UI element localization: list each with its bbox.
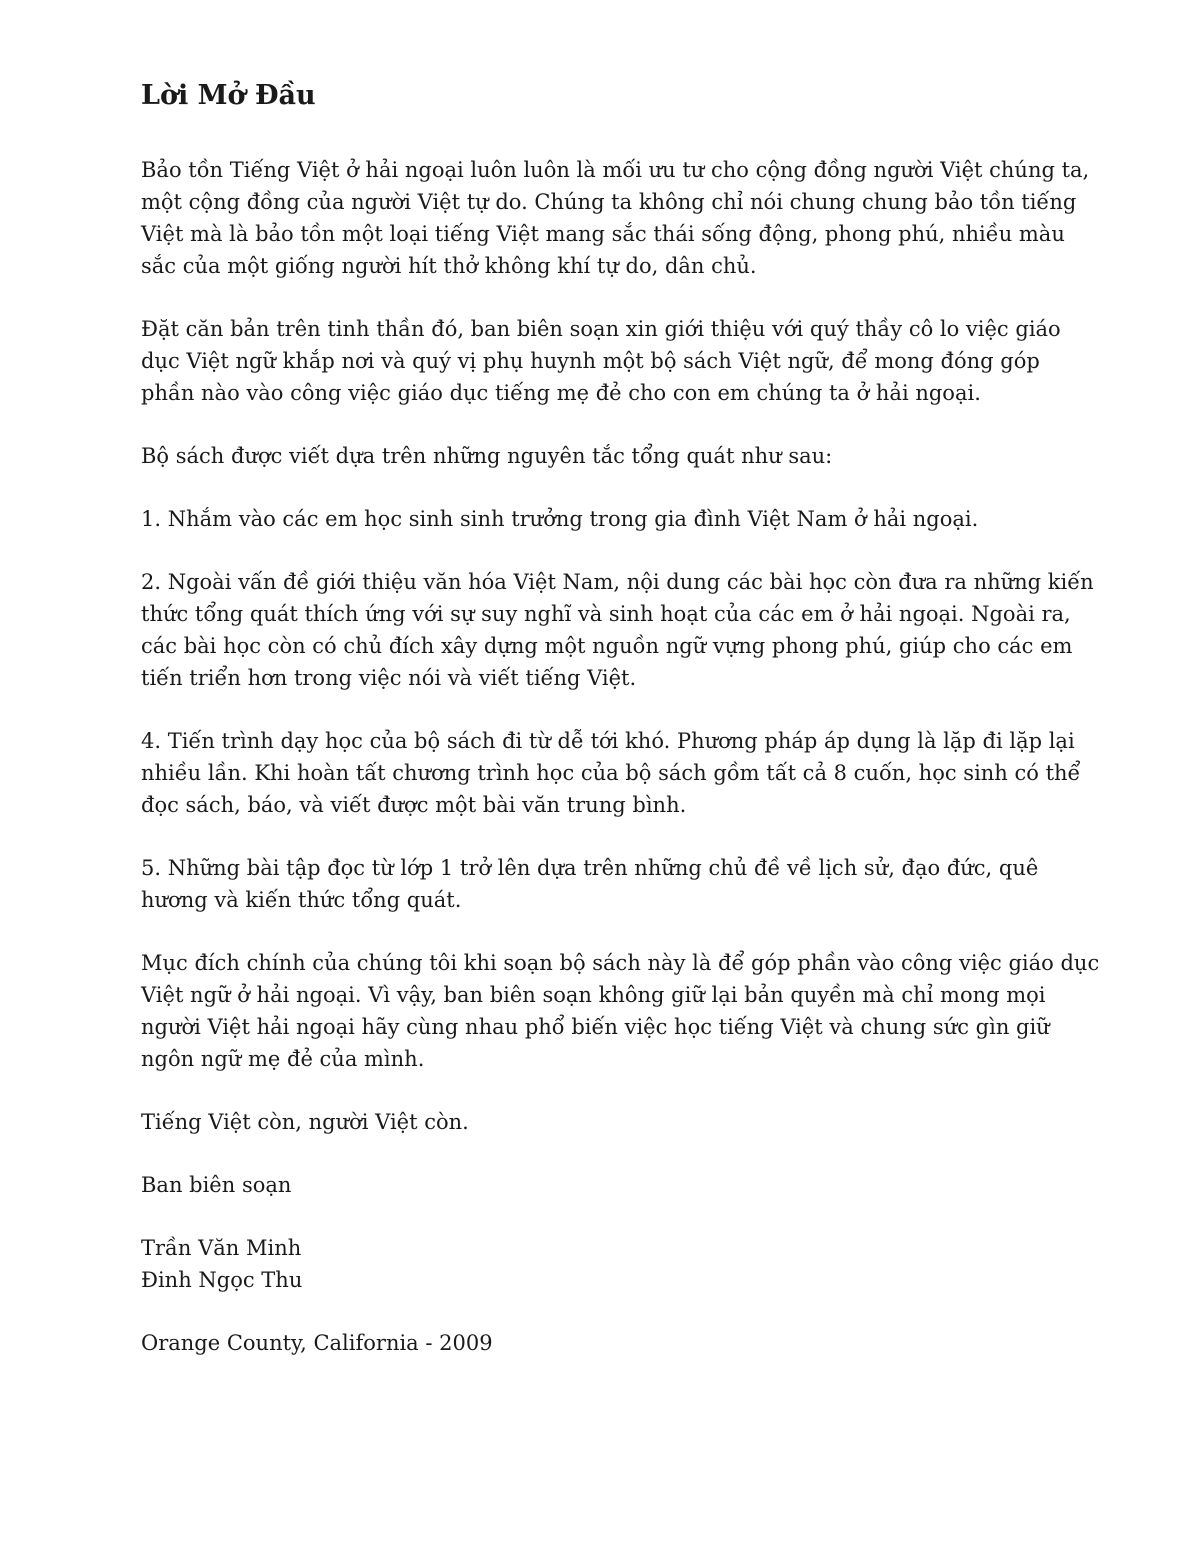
text-line: Bảo tồn Tiếng Việt ở hải ngoại luôn luôn là mối ưu tư cho cộng đồng người Việt chúng ta, (141, 158, 1090, 182)
paragraph-2 (141, 313, 1081, 409)
text-line: hương và kiến thức tổng quát. (141, 888, 462, 912)
principle-2 (141, 566, 1094, 694)
paragraph-1 (141, 154, 1090, 282)
text-line: phần nào vào công việc giáo dục tiếng mẹ đẻ cho con em chúng ta ở hải ngoại. (141, 381, 981, 405)
text-line: nhiều lần. Khi hoàn tất chương trình học của bộ sách gồm tất cả 8 cuốn, học sinh có thể (141, 761, 1081, 785)
text-line: Đặt căn bản trên tinh thần đó, ban biên soạn xin giới thiệu với quý thầy cô lo việc giáo (141, 317, 1061, 341)
paragraph-3 (141, 440, 1081, 472)
text-line: tiến triển hơn trong việc nói và viết tiếng Việt. (141, 666, 637, 690)
text-line: các bài học còn có chủ đích xây dựng một nguồn ngữ vựng phong phú, giúp cho các em (141, 634, 1073, 658)
text-line: Bộ sách được viết dựa trên những nguyên tắc tổng quát như sau: (141, 444, 833, 468)
text-line: Tiếng Việt còn, người Việt còn. (141, 1110, 469, 1134)
text-line: Việt ngữ ở hải ngoại. Vì vậy, ban biên soạn không giữ lại bản quyền mà chỉ mong mọi (141, 983, 1046, 1007)
text-line: 5. Những bài tập đọc từ lớp 1 trở lên dựa trên những chủ đề về lịch sử, đạo đức, quê (141, 856, 1039, 880)
text-line: 1. Nhắm vào các em học sinh sinh trưởng trong gia đình Việt Nam ở hải ngoại. (141, 507, 979, 531)
text-line: ngôn ngữ mẹ đẻ của mình. (141, 1047, 425, 1071)
principle-1 (141, 503, 1081, 535)
author-list (141, 1232, 1081, 1296)
author-name: Đinh Ngọc Thu (141, 1268, 303, 1292)
text-line: 4. Tiến trình dạy học của bộ sách đi từ dễ tới khó. Phương pháp áp dụng là lặp đi lặp lại (141, 729, 1075, 753)
purpose-paragraph (141, 947, 1100, 1075)
text-line: dục Việt ngữ khắp nơi và quý vị phụ huynh một bộ sách Việt ngữ, để mong đóng góp (141, 349, 1040, 373)
document-page (141, 78, 1100, 1390)
place-date (141, 1327, 1081, 1359)
text-line: 2. Ngoài vấn đề giới thiệu văn hóa Việt Nam, nội dung các bài học còn đưa ra những kiến (141, 570, 1094, 594)
author-name: Trần Văn Minh (141, 1236, 302, 1260)
text-line: Mục đích chính của chúng tôi khi soạn bộ sách này là để góp phần vào công việc giáo dục (141, 951, 1100, 975)
page-title: Lời Mở Đầu (141, 80, 316, 111)
motto (141, 1106, 1081, 1138)
text-line: thức tổng quát thích ứng với sự suy nghĩ và sinh hoạt của các em ở hải ngoại. Ngoài ra, (141, 602, 1071, 626)
text-line: Orange County, California - 2009 (141, 1331, 493, 1355)
text-line: đọc sách, báo, và viết được một bài văn trung bình. (141, 793, 687, 817)
principle-4 (141, 725, 1081, 821)
principle-5 (141, 852, 1081, 916)
text-line: Việt mà là bảo tồn một loại tiếng Việt mang sắc thái sống động, phong phú, nhiều màu (141, 222, 1065, 246)
signature-heading (141, 1169, 1081, 1201)
text-line: người Việt hải ngoại hãy cùng nhau phổ biến việc học tiếng Việt và chung sức gìn giữ (141, 1015, 1050, 1039)
text-line: sắc của một giống người hít thở không khí tự do, dân chủ. (141, 254, 757, 278)
text-line: một cộng đồng của người Việt tự do. Chúng ta không chỉ nói chung chung bảo tồn tiếng (141, 190, 1077, 214)
text-line: Ban biên soạn (141, 1173, 292, 1197)
